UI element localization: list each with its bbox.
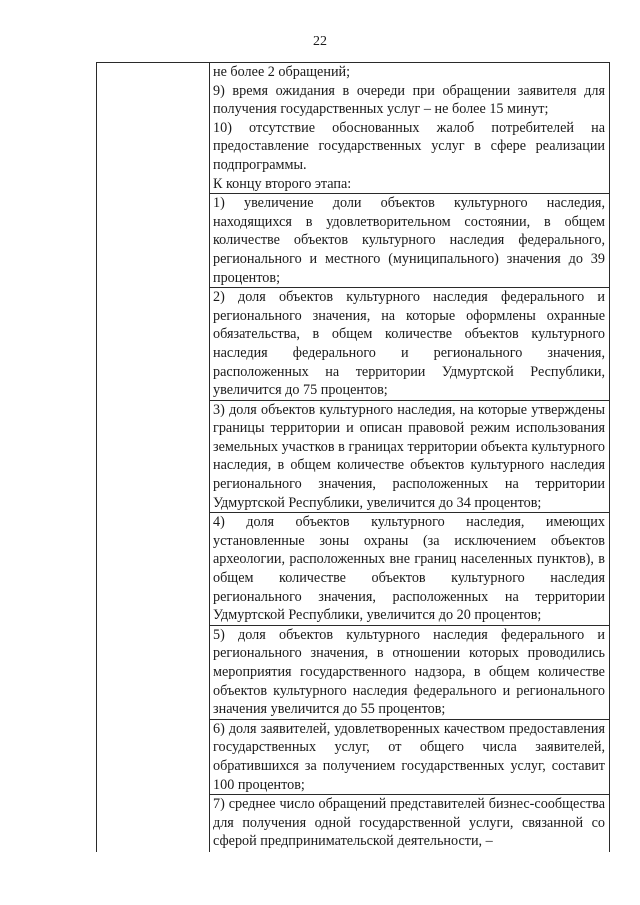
- table-paragraph: 7) среднее число обращений представителей бизнес-сообщества для получения одной государственной услуги, связанной со сферой предпринимательской деятельности, –: [213, 796, 605, 850]
- table-paragraph: 5) доля объектов культурного наследия федерального и регионального значения, в отношении которых проводились мероприятия государственного надзора, в общем количестве объектов культурного наследия федерального и регионального значения увеличится до 55 процентов;: [210, 626, 609, 720]
- table-paragraph: 1) увеличение доли объектов культурного наследия, находящихся в удовлетворительном состоянии, в общем количестве объектов культурного наследия федерального, регионального и местного (муниципального) значения до 39 процентов;: [210, 194, 609, 288]
- table-paragraph: не более 2 обращений;: [213, 64, 351, 80]
- document-table: [96, 62, 610, 852]
- table-paragraph: К концу второго этапа:: [210, 175, 609, 195]
- table-right-cell: [210, 63, 609, 852]
- page-number: 22: [313, 34, 327, 49]
- table-left-cell: [97, 63, 210, 852]
- table-paragraph: 6) доля заявителей, удовлетворенных качеством предоставления государственных услуг, от общего числа заявителей, обратившихся за получением государственных услуг, составит 100 процентов;: [210, 720, 609, 795]
- table-paragraph: 3) доля объектов культурного наследия, на которые утверждены границы территории и описан правовой режим использования земельных участков в границах территории объекта культурного наследия, в общем количестве объектов культурного наследия регионального значения, расположенных на территории Удмуртской Республики, увеличится до 34 процентов;: [210, 401, 609, 514]
- table-paragraph: 2) доля объектов культурного наследия федерального и регионального значения, на которые оформлены охранные обязательства, в общем количестве объектов культурного наследия федерального и регионального значения, расположенных на территории Удмуртской Республики, увеличится до 75 процентов;: [210, 288, 609, 401]
- table-paragraph: 10) отсутствие обоснованных жалоб потребителей на предоставление государственных услуг в сфере реализации подпрограммы.: [213, 119, 605, 173]
- table-paragraph: 9) время ожидания в очереди при обращении заявителя для получения государственных услуг – не более 15 минут;: [213, 82, 605, 118]
- table-paragraph: 4) доля объектов культурного наследия, имеющих установленные зоны охраны (за исключением объектов археологии, расположенных вне границ населенных пунктов), в общем количестве объектов культурного наследия регионального значения, расположенных на территории Удмуртской Республики, увеличится до 20 процентов;: [210, 513, 609, 626]
